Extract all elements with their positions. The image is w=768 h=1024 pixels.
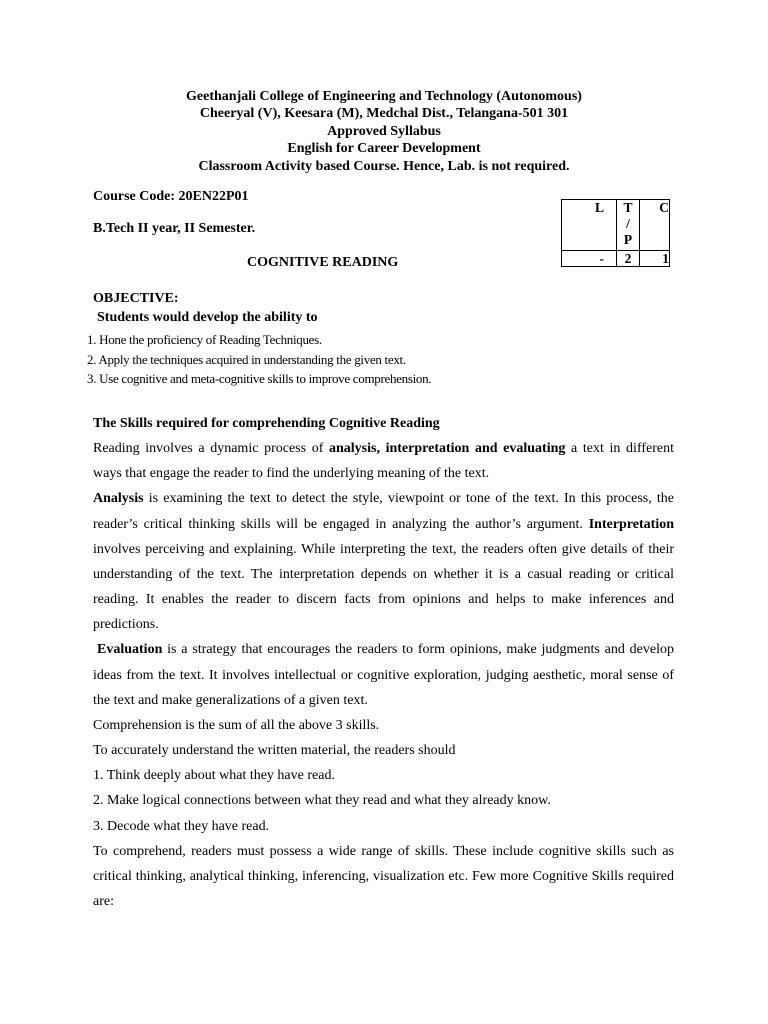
ltpc-table <box>561 199 670 267</box>
objective-item: 1. Hone the proficiency of Reading Techniques. <box>87 332 322 347</box>
evaluation-paragraph <box>93 637 674 712</box>
objective-heading: OBJECTIVE: <box>93 291 179 306</box>
emphasis-text: analysis, interpretation and evaluating <box>329 441 566 457</box>
readers-should-line: To accurately understand the written material, the readers should <box>93 743 456 759</box>
step-item: 1. Think deeply about what they have read. <box>93 768 335 784</box>
ltpc-tp-header <box>617 200 640 251</box>
paragraph-text: Reading involves a dynamic process of <box>93 441 329 457</box>
skills-section <box>93 411 674 914</box>
objective-item: 3. Use cognitive and meta-cognitive skills to improve comprehension. <box>87 371 432 386</box>
paragraph-text: is examining the text to detect the style, viewpoint or tone of the text. In this process, the reader’s critical thinking skills will be engaged in analyzing the author’s argument. <box>93 491 674 532</box>
document-header <box>0 88 768 175</box>
comprehend-paragraph: To comprehend, readers must possess a wide range of skills. These include cognitive skills such as critical thinking, analytical thinking, inferencing, visualization etc. Few more Cognitive Skills required are: <box>93 843 674 909</box>
skills-heading: The Skills required for comprehending Cognitive Reading <box>93 416 440 431</box>
interpretation-term: Interpretation <box>588 516 674 532</box>
unit-title: COGNITIVE READING <box>247 255 399 270</box>
course-code: Course Code: 20EN22P01 <box>93 189 249 204</box>
objective-list <box>87 330 431 389</box>
ltpc-slash: / <box>626 216 630 231</box>
syllabus-label: Approved Syllabus <box>327 123 441 139</box>
course-year: B.Tech II year, II Semester. <box>93 221 256 236</box>
analysis-paragraph <box>93 486 674 637</box>
paragraph-text: involves perceiving and explaining. While interpreting the text, the readers often give details of their understanding of the text. The interpretation depends on whether it is a casual reading or critical reading. It enables the reader to discern facts from opinions and helps to make inferences and predictions. <box>93 541 674 633</box>
step-item: 2. Make logical connections between what they read and what they already know. <box>93 793 551 809</box>
ltpc-l-header: L <box>562 200 617 251</box>
objective-item: 2. Apply the techniques acquired in understanding the given text. <box>87 351 406 367</box>
paragraph-text: is a strategy that encourages the readers to form opinions, make judgments and develop ideas from the text. It involves intellectual or cognitive exploration, judging aesthetic, moral sense of the text and make generalizations of a given text. <box>93 642 674 708</box>
evaluation-term: Evaluation <box>97 642 163 658</box>
paragraph-text: a text in different ways that engage the reader to find the underlying meaning of the text. <box>93 441 674 482</box>
objective-subheading: Students would develop the ability to <box>97 310 318 325</box>
reading-paragraph <box>93 436 674 486</box>
course-name: English for Career Development <box>287 141 481 157</box>
ltpc-c-value: 1 <box>640 251 670 267</box>
ltpc-l-value: - <box>562 251 617 267</box>
analysis-term: Analysis <box>93 491 144 507</box>
comprehension-line: Comprehension is the sum of all the above 3 skills. <box>93 717 380 733</box>
college-name: Geethanjali College of Engineering and Technology (Autonomous) <box>186 89 582 104</box>
ltpc-tp-value: 2 <box>617 251 640 267</box>
college-address: Cheeryal (V), Keesara (M), Medchal Dist., Telangana-501 301 <box>199 106 569 122</box>
step-item: 3. Decode what they have read. <box>93 818 270 834</box>
course-note: Classroom Activity based Course. Hence, Lab. is not required. <box>198 158 570 174</box>
ltpc-c-header: C <box>640 200 670 251</box>
ltpc-p-label: P <box>623 232 633 247</box>
ltpc-t-label: T <box>623 200 633 215</box>
